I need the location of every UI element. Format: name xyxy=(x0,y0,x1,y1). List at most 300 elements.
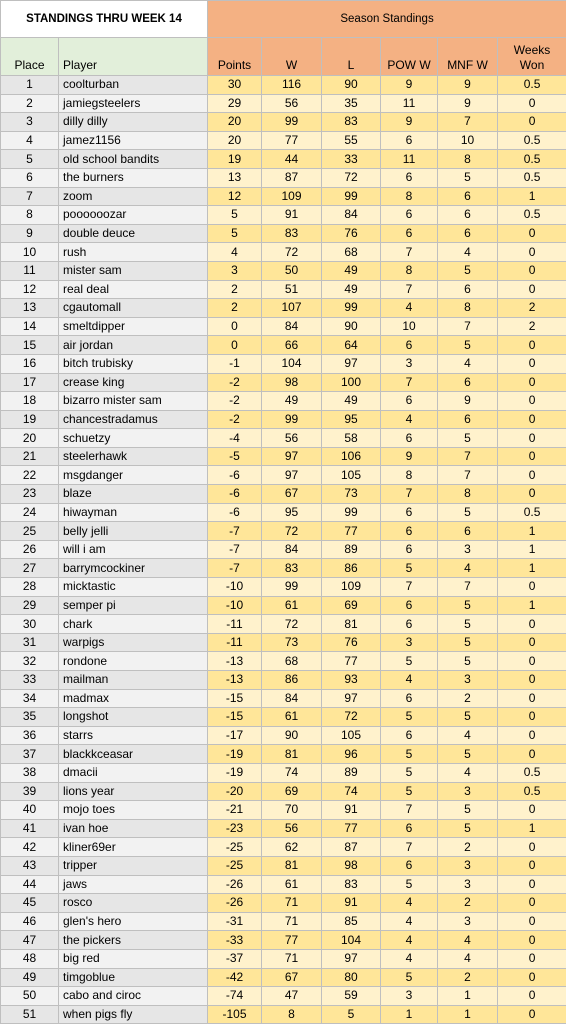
cell-place: 17 xyxy=(1,373,59,392)
cell-weeks-won: 0 xyxy=(498,745,566,764)
cell-place: 23 xyxy=(1,485,59,504)
cell-player: semper pi xyxy=(59,596,208,615)
cell-pow-w: 5 xyxy=(381,875,438,894)
cell-player: tripper xyxy=(59,856,208,875)
table-row xyxy=(1,578,566,597)
table-row xyxy=(1,596,566,615)
cell-l: 83 xyxy=(322,113,381,132)
cell-mnf-w: 6 xyxy=(438,280,498,299)
cell-points: -10 xyxy=(208,578,262,597)
cell-place: 27 xyxy=(1,559,59,578)
cell-pow-w: 8 xyxy=(381,261,438,280)
cell-pow-w: 4 xyxy=(381,912,438,931)
cell-place: 11 xyxy=(1,261,59,280)
cell-w: 90 xyxy=(262,726,322,745)
cell-mnf-w: 5 xyxy=(438,168,498,187)
cell-w: 99 xyxy=(262,578,322,597)
cell-weeks-won: 0 xyxy=(498,633,566,652)
cell-l: 99 xyxy=(322,503,381,522)
cell-weeks-won: 0 xyxy=(498,912,566,931)
cell-pow-w: 6 xyxy=(381,856,438,875)
table-row xyxy=(1,968,566,987)
table-row xyxy=(1,522,566,541)
cell-place: 34 xyxy=(1,689,59,708)
cell-mnf-w: 4 xyxy=(438,931,498,950)
cell-pow-w: 5 xyxy=(381,745,438,764)
cell-pow-w: 3 xyxy=(381,987,438,1006)
cell-l: 90 xyxy=(322,317,381,336)
cell-pow-w: 6 xyxy=(381,392,438,411)
cell-player: msgdanger xyxy=(59,466,208,485)
cell-points: -11 xyxy=(208,615,262,634)
table-row xyxy=(1,280,566,299)
cell-points: 3 xyxy=(208,261,262,280)
cell-pow-w: 6 xyxy=(381,168,438,187)
cell-w: 81 xyxy=(262,745,322,764)
cell-weeks-won: 0 xyxy=(498,466,566,485)
cell-pow-w: 7 xyxy=(381,578,438,597)
cell-mnf-w: 5 xyxy=(438,596,498,615)
cell-pow-w: 5 xyxy=(381,559,438,578)
cell-l: 80 xyxy=(322,968,381,987)
cell-player: belly jelli xyxy=(59,522,208,541)
cell-player: bizarro mister sam xyxy=(59,392,208,411)
cell-l: 69 xyxy=(322,596,381,615)
cell-points: -10 xyxy=(208,596,262,615)
cell-weeks-won: 0 xyxy=(498,801,566,820)
cell-l: 104 xyxy=(322,931,381,950)
cell-player: lions year xyxy=(59,782,208,801)
cell-weeks-won: 0 xyxy=(498,894,566,913)
cell-points: -6 xyxy=(208,485,262,504)
cell-l: 97 xyxy=(322,689,381,708)
cell-weeks-won: 0 xyxy=(498,392,566,411)
cell-points: -6 xyxy=(208,503,262,522)
cell-place: 25 xyxy=(1,522,59,541)
col-mnf-w-header: MNF W xyxy=(438,38,498,76)
table-row xyxy=(1,392,566,411)
cell-weeks-won: 0 xyxy=(498,949,566,968)
cell-w: 99 xyxy=(262,410,322,429)
cell-mnf-w: 4 xyxy=(438,763,498,782)
table-row xyxy=(1,410,566,429)
cell-pow-w: 4 xyxy=(381,299,438,318)
cell-player: when pigs fly xyxy=(59,1005,208,1024)
cell-place: 37 xyxy=(1,745,59,764)
col-w-header: W xyxy=(262,38,322,76)
cell-points: -15 xyxy=(208,689,262,708)
cell-points: -25 xyxy=(208,856,262,875)
cell-place: 9 xyxy=(1,224,59,243)
cell-l: 77 xyxy=(322,522,381,541)
cell-pow-w: 4 xyxy=(381,410,438,429)
cell-w: 56 xyxy=(262,94,322,113)
cell-mnf-w: 4 xyxy=(438,243,498,262)
cell-weeks-won: 0.5 xyxy=(498,782,566,801)
cell-points: 5 xyxy=(208,206,262,225)
table-row xyxy=(1,633,566,652)
cell-player: poooooozar xyxy=(59,206,208,225)
table-row xyxy=(1,726,566,745)
cell-place: 35 xyxy=(1,708,59,727)
table-row xyxy=(1,466,566,485)
cell-l: 35 xyxy=(322,94,381,113)
cell-w: 8 xyxy=(262,1005,322,1024)
cell-l: 109 xyxy=(322,578,381,597)
cell-w: 70 xyxy=(262,801,322,820)
cell-mnf-w: 7 xyxy=(438,447,498,466)
cell-w: 72 xyxy=(262,243,322,262)
cell-mnf-w: 7 xyxy=(438,578,498,597)
cell-place: 30 xyxy=(1,615,59,634)
cell-player: jamiegsteelers xyxy=(59,94,208,113)
cell-l: 68 xyxy=(322,243,381,262)
cell-player: dilly dilly xyxy=(59,113,208,132)
table-row xyxy=(1,336,566,355)
cell-l: 90 xyxy=(322,76,381,95)
cell-l: 105 xyxy=(322,726,381,745)
cell-place: 49 xyxy=(1,968,59,987)
cell-mnf-w: 5 xyxy=(438,745,498,764)
cell-pow-w: 6 xyxy=(381,206,438,225)
cell-place: 48 xyxy=(1,949,59,968)
cell-place: 21 xyxy=(1,447,59,466)
cell-place: 38 xyxy=(1,763,59,782)
cell-w: 71 xyxy=(262,949,322,968)
cell-w: 71 xyxy=(262,912,322,931)
cell-w: 72 xyxy=(262,615,322,634)
cell-points: 12 xyxy=(208,187,262,206)
cell-pow-w: 11 xyxy=(381,150,438,169)
table-row xyxy=(1,708,566,727)
cell-points: 13 xyxy=(208,168,262,187)
cell-points: -23 xyxy=(208,819,262,838)
cell-l: 55 xyxy=(322,131,381,150)
cell-weeks-won: 1 xyxy=(498,819,566,838)
cell-pow-w: 5 xyxy=(381,763,438,782)
cell-w: 68 xyxy=(262,652,322,671)
cell-w: 72 xyxy=(262,522,322,541)
table-row xyxy=(1,540,566,559)
cell-weeks-won: 0 xyxy=(498,261,566,280)
cell-weeks-won: 0 xyxy=(498,671,566,690)
cell-mnf-w: 2 xyxy=(438,838,498,857)
table-row xyxy=(1,429,566,448)
cell-place: 5 xyxy=(1,150,59,169)
cell-w: 74 xyxy=(262,763,322,782)
cell-weeks-won: 0.5 xyxy=(498,206,566,225)
table-row xyxy=(1,503,566,522)
cell-w: 98 xyxy=(262,373,322,392)
cell-w: 109 xyxy=(262,187,322,206)
cell-player: chark xyxy=(59,615,208,634)
cell-l: 93 xyxy=(322,671,381,690)
cell-pow-w: 3 xyxy=(381,633,438,652)
cell-weeks-won: 0 xyxy=(498,336,566,355)
cell-player: jamez1156 xyxy=(59,131,208,150)
cell-mnf-w: 8 xyxy=(438,150,498,169)
cell-mnf-w: 3 xyxy=(438,912,498,931)
table-row xyxy=(1,671,566,690)
standings-body xyxy=(1,76,566,1024)
cell-points: 2 xyxy=(208,299,262,318)
cell-points: -15 xyxy=(208,708,262,727)
cell-mnf-w: 3 xyxy=(438,856,498,875)
table-row xyxy=(1,912,566,931)
cell-points: -7 xyxy=(208,559,262,578)
cell-points: -26 xyxy=(208,894,262,913)
cell-w: 62 xyxy=(262,838,322,857)
cell-place: 33 xyxy=(1,671,59,690)
cell-pow-w: 7 xyxy=(381,838,438,857)
cell-mnf-w: 5 xyxy=(438,708,498,727)
cell-mnf-w: 6 xyxy=(438,206,498,225)
table-row xyxy=(1,559,566,578)
cell-weeks-won: 0 xyxy=(498,410,566,429)
cell-pow-w: 1 xyxy=(381,1005,438,1024)
cell-l: 49 xyxy=(322,280,381,299)
cell-player: blaze xyxy=(59,485,208,504)
cell-place: 46 xyxy=(1,912,59,931)
cell-points: -33 xyxy=(208,931,262,950)
cell-place: 20 xyxy=(1,429,59,448)
cell-mnf-w: 4 xyxy=(438,354,498,373)
cell-l: 49 xyxy=(322,261,381,280)
cell-pow-w: 7 xyxy=(381,373,438,392)
cell-place: 41 xyxy=(1,819,59,838)
cell-pow-w: 9 xyxy=(381,76,438,95)
cell-weeks-won: 0 xyxy=(498,243,566,262)
cell-weeks-won: 1 xyxy=(498,540,566,559)
cell-weeks-won: 0 xyxy=(498,1005,566,1024)
cell-points: -7 xyxy=(208,540,262,559)
cell-player: will i am xyxy=(59,540,208,559)
cell-mnf-w: 2 xyxy=(438,689,498,708)
cell-player: rondone xyxy=(59,652,208,671)
cell-place: 14 xyxy=(1,317,59,336)
cell-mnf-w: 10 xyxy=(438,131,498,150)
cell-mnf-w: 1 xyxy=(438,1005,498,1024)
cell-place: 16 xyxy=(1,354,59,373)
table-row xyxy=(1,299,566,318)
cell-player: longshot xyxy=(59,708,208,727)
cell-l: 89 xyxy=(322,540,381,559)
table-row xyxy=(1,763,566,782)
cell-w: 84 xyxy=(262,540,322,559)
cell-place: 10 xyxy=(1,243,59,262)
cell-points: -4 xyxy=(208,429,262,448)
col-pow-w-header: POW W xyxy=(381,38,438,76)
cell-player: bitch trubisky xyxy=(59,354,208,373)
cell-w: 81 xyxy=(262,856,322,875)
cell-w: 61 xyxy=(262,596,322,615)
cell-place: 43 xyxy=(1,856,59,875)
cell-pow-w: 4 xyxy=(381,894,438,913)
cell-w: 44 xyxy=(262,150,322,169)
cell-pow-w: 6 xyxy=(381,336,438,355)
cell-weeks-won: 0.5 xyxy=(498,150,566,169)
cell-points: -7 xyxy=(208,522,262,541)
cell-w: 107 xyxy=(262,299,322,318)
cell-place: 18 xyxy=(1,392,59,411)
table-row xyxy=(1,354,566,373)
cell-pow-w: 6 xyxy=(381,522,438,541)
table-row xyxy=(1,987,566,1006)
cell-pow-w: 11 xyxy=(381,94,438,113)
cell-l: 73 xyxy=(322,485,381,504)
cell-mnf-w: 3 xyxy=(438,782,498,801)
cell-w: 50 xyxy=(262,261,322,280)
cell-weeks-won: 0 xyxy=(498,280,566,299)
col-points-header: Points xyxy=(208,38,262,76)
table-row xyxy=(1,94,566,113)
cell-l: 97 xyxy=(322,354,381,373)
cell-points: 20 xyxy=(208,131,262,150)
cell-place: 32 xyxy=(1,652,59,671)
cell-player: micktastic xyxy=(59,578,208,597)
cell-place: 36 xyxy=(1,726,59,745)
cell-l: 100 xyxy=(322,373,381,392)
cell-mnf-w: 1 xyxy=(438,987,498,1006)
cell-mnf-w: 2 xyxy=(438,894,498,913)
cell-mnf-w: 5 xyxy=(438,633,498,652)
cell-player: the burners xyxy=(59,168,208,187)
season-standings-header: Season Standings xyxy=(208,1,566,38)
cell-points: 0 xyxy=(208,336,262,355)
cell-place: 4 xyxy=(1,131,59,150)
table-row xyxy=(1,819,566,838)
cell-player: crease king xyxy=(59,373,208,392)
cell-l: 95 xyxy=(322,410,381,429)
cell-weeks-won: 0 xyxy=(498,875,566,894)
table-row xyxy=(1,168,566,187)
cell-weeks-won: 1 xyxy=(498,187,566,206)
cell-pow-w: 5 xyxy=(381,652,438,671)
cell-weeks-won: 0 xyxy=(498,429,566,448)
cell-pow-w: 6 xyxy=(381,819,438,838)
cell-pow-w: 6 xyxy=(381,726,438,745)
cell-player: double deuce xyxy=(59,224,208,243)
cell-player: zoom xyxy=(59,187,208,206)
cell-weeks-won: 0 xyxy=(498,373,566,392)
cell-l: 72 xyxy=(322,168,381,187)
cell-player: jaws xyxy=(59,875,208,894)
cell-l: 77 xyxy=(322,819,381,838)
cell-points: 0 xyxy=(208,317,262,336)
cell-weeks-won: 0 xyxy=(498,931,566,950)
table-row xyxy=(1,801,566,820)
cell-w: 116 xyxy=(262,76,322,95)
table-row xyxy=(1,615,566,634)
cell-place: 28 xyxy=(1,578,59,597)
cell-pow-w: 4 xyxy=(381,671,438,690)
cell-pow-w: 6 xyxy=(381,689,438,708)
cell-l: 81 xyxy=(322,615,381,634)
cell-player: schuetzy xyxy=(59,429,208,448)
cell-l: 99 xyxy=(322,299,381,318)
cell-player: barrymcockiner xyxy=(59,559,208,578)
cell-l: 91 xyxy=(322,801,381,820)
cell-mnf-w: 8 xyxy=(438,485,498,504)
cell-pow-w: 6 xyxy=(381,596,438,615)
cell-points: -74 xyxy=(208,987,262,1006)
cell-place: 45 xyxy=(1,894,59,913)
cell-player: ivan hoe xyxy=(59,819,208,838)
cell-points: -31 xyxy=(208,912,262,931)
cell-l: 76 xyxy=(322,224,381,243)
cell-pow-w: 7 xyxy=(381,243,438,262)
cell-player: dmacii xyxy=(59,763,208,782)
cell-player: mister sam xyxy=(59,261,208,280)
cell-l: 84 xyxy=(322,206,381,225)
cell-player: smeltdipper xyxy=(59,317,208,336)
cell-w: 51 xyxy=(262,280,322,299)
cell-l: 59 xyxy=(322,987,381,1006)
cell-place: 31 xyxy=(1,633,59,652)
cell-pow-w: 7 xyxy=(381,485,438,504)
cell-w: 61 xyxy=(262,708,322,727)
cell-l: 49 xyxy=(322,392,381,411)
cell-pow-w: 5 xyxy=(381,968,438,987)
cell-pow-w: 4 xyxy=(381,931,438,950)
cell-points: -19 xyxy=(208,763,262,782)
cell-mnf-w: 5 xyxy=(438,801,498,820)
cell-pow-w: 6 xyxy=(381,615,438,634)
cell-points: 4 xyxy=(208,243,262,262)
cell-player: hiwayman xyxy=(59,503,208,522)
cell-w: 73 xyxy=(262,633,322,652)
cell-mnf-w: 6 xyxy=(438,373,498,392)
table-row xyxy=(1,838,566,857)
cell-player: air jordan xyxy=(59,336,208,355)
cell-points: 2 xyxy=(208,280,262,299)
cell-l: 97 xyxy=(322,949,381,968)
cell-points: 5 xyxy=(208,224,262,243)
cell-pow-w: 6 xyxy=(381,429,438,448)
title-row xyxy=(1,1,566,38)
cell-weeks-won: 0 xyxy=(498,856,566,875)
cell-l: 85 xyxy=(322,912,381,931)
column-header-row xyxy=(1,38,566,76)
weeks-won-line-1: Weeks xyxy=(513,43,551,57)
cell-weeks-won: 0 xyxy=(498,708,566,727)
cell-place: 22 xyxy=(1,466,59,485)
table-row xyxy=(1,875,566,894)
cell-mnf-w: 9 xyxy=(438,392,498,411)
cell-w: 99 xyxy=(262,113,322,132)
cell-points: -17 xyxy=(208,726,262,745)
cell-points: 19 xyxy=(208,150,262,169)
cell-w: 91 xyxy=(262,206,322,225)
cell-weeks-won: 0 xyxy=(498,578,566,597)
cell-place: 29 xyxy=(1,596,59,615)
cell-player: madmax xyxy=(59,689,208,708)
cell-mnf-w: 6 xyxy=(438,410,498,429)
cell-mnf-w: 5 xyxy=(438,615,498,634)
cell-weeks-won: 2 xyxy=(498,317,566,336)
table-row xyxy=(1,689,566,708)
cell-weeks-won: 0 xyxy=(498,224,566,243)
cell-mnf-w: 3 xyxy=(438,671,498,690)
col-weeks-won-header xyxy=(498,38,566,76)
cell-w: 67 xyxy=(262,485,322,504)
cell-points: -37 xyxy=(208,949,262,968)
cell-weeks-won: 0 xyxy=(498,689,566,708)
cell-player: real deal xyxy=(59,280,208,299)
cell-player: cabo and ciroc xyxy=(59,987,208,1006)
cell-l: 83 xyxy=(322,875,381,894)
cell-mnf-w: 5 xyxy=(438,261,498,280)
